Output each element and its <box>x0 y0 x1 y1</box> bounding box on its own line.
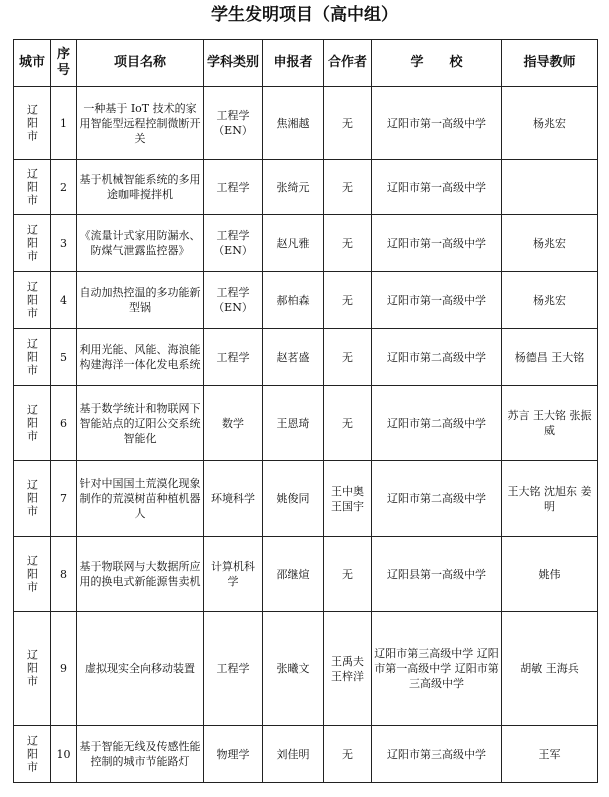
teacher-cell <box>502 160 598 215</box>
header-applicant: 申报者 <box>263 40 324 87</box>
table-row <box>14 461 598 537</box>
school-cell: 辽阳市第一高级中学 <box>372 87 502 160</box>
teacher-cell: 杨德昌 王大铭 <box>502 329 598 386</box>
school-cell: 辽阳市第一高级中学 <box>372 215 502 272</box>
applicant-cell: 赵茗盛 <box>263 329 324 386</box>
school-cell: 辽阳市第二高级中学 <box>372 329 502 386</box>
table-row <box>14 726 598 783</box>
project-cell: 《流量计式家用防漏水、防煤气泄露监控器》 <box>77 215 204 272</box>
seq-cell: 5 <box>51 329 77 386</box>
subject-cell: 数学 <box>204 386 263 461</box>
city-cell: 辽阳市 <box>14 726 51 783</box>
table-row <box>14 386 598 461</box>
project-cell: 基于机械智能系统的多用途咖啡搅拌机 <box>77 160 204 215</box>
project-cell: 自动加热控温的多功能新型锅 <box>77 272 204 329</box>
project-cell: 一种基于 IoT 技术的家用智能型远程控制微断开关 <box>77 87 204 160</box>
city-cell: 辽阳市 <box>14 160 51 215</box>
partner-cell: 无 <box>324 726 372 783</box>
seq-cell: 4 <box>51 272 77 329</box>
subject-cell: 工程学（EN） <box>204 272 263 329</box>
subject-cell: 工程学（EN） <box>204 87 263 160</box>
school-cell: 辽阳市第二高级中学 <box>372 461 502 537</box>
partner-cell: 无 <box>324 329 372 386</box>
applicant-cell: 张曦文 <box>263 612 324 726</box>
applicant-cell: 赵凡雅 <box>263 215 324 272</box>
header-city: 城市 <box>14 40 51 87</box>
table-row <box>14 87 598 160</box>
applicant-cell: 邵继煊 <box>263 537 324 612</box>
header-partner: 合作者 <box>324 40 372 87</box>
teacher-cell: 杨兆宏 <box>502 272 598 329</box>
teacher-cell: 姚伟 <box>502 537 598 612</box>
page-title: 学生发明项目（高中组） <box>211 5 398 25</box>
partner-cell: 王中奥 王国宇 <box>324 461 372 537</box>
header-teacher: 指导教师 <box>502 40 598 87</box>
subject-cell: 工程学（EN） <box>204 215 263 272</box>
partner-cell: 无 <box>324 87 372 160</box>
subject-cell: 工程学 <box>204 329 263 386</box>
city-cell: 辽阳市 <box>14 215 51 272</box>
table-row <box>14 215 598 272</box>
seq-cell: 3 <box>51 215 77 272</box>
school-cell: 辽阳市第一高级中学 <box>372 160 502 215</box>
city-cell: 辽阳市 <box>14 461 51 537</box>
city-cell: 辽阳市 <box>14 87 51 160</box>
city-cell: 辽阳市 <box>14 612 51 726</box>
partner-cell: 无 <box>324 537 372 612</box>
seq-cell: 2 <box>51 160 77 215</box>
header-school: 学 校 <box>372 40 502 87</box>
project-cell: 基于数学统计和物联网下智能站点的辽阳公交系统智能化 <box>77 386 204 461</box>
table-row <box>14 329 598 386</box>
partner-cell: 无 <box>324 386 372 461</box>
school-cell: 辽阳市第一高级中学 <box>372 272 502 329</box>
partner-cell: 无 <box>324 160 372 215</box>
table-row <box>14 272 598 329</box>
table-row <box>14 160 598 215</box>
subject-cell: 工程学 <box>204 160 263 215</box>
projects-table <box>13 39 598 783</box>
header-seq: 序号 <box>51 40 77 87</box>
table-row <box>14 537 598 612</box>
applicant-cell: 郝柏森 <box>263 272 324 329</box>
seq-cell: 6 <box>51 386 77 461</box>
seq-cell: 7 <box>51 461 77 537</box>
header-row <box>14 40 598 87</box>
teacher-cell: 胡敏 王海兵 <box>502 612 598 726</box>
applicant-cell: 焦湘越 <box>263 87 324 160</box>
applicant-cell: 姚俊同 <box>263 461 324 537</box>
subject-cell: 环境科学 <box>204 461 263 537</box>
applicant-cell: 张绮元 <box>263 160 324 215</box>
partner-cell: 王禹夫 王梓洋 <box>324 612 372 726</box>
city-cell: 辽阳市 <box>14 329 51 386</box>
school-cell: 辽阳市第三高级中学 辽阳市第一高级中学 辽阳市第三高级中学 <box>372 612 502 726</box>
table-row <box>14 612 598 726</box>
project-cell: 基于智能无线及传感性能控制的城市节能路灯 <box>77 726 204 783</box>
subject-cell: 工程学 <box>204 612 263 726</box>
partner-cell: 无 <box>324 215 372 272</box>
city-cell: 辽阳市 <box>14 537 51 612</box>
seq-cell: 10 <box>51 726 77 783</box>
city-cell: 辽阳市 <box>14 272 51 329</box>
project-cell: 针对中国国土荒漠化现象制作的荒漠树苗种植机器人 <box>77 461 204 537</box>
applicant-cell: 王恩琦 <box>263 386 324 461</box>
school-cell: 辽阳市第二高级中学 <box>372 386 502 461</box>
seq-cell: 8 <box>51 537 77 612</box>
project-cell: 基于物联网与大数据所应用的换电式新能源售卖机 <box>77 537 204 612</box>
teacher-cell: 杨兆宏 <box>502 215 598 272</box>
teacher-cell: 王大铭 沈旭东 姜明 <box>502 461 598 537</box>
teacher-cell: 苏言 王大铭 张振威 <box>502 386 598 461</box>
project-cell: 利用光能、风能、海浪能构建海洋一体化发电系统 <box>77 329 204 386</box>
subject-cell: 计算机科学 <box>204 537 263 612</box>
applicant-cell: 刘佳明 <box>263 726 324 783</box>
seq-cell: 9 <box>51 612 77 726</box>
header-project: 项目名称 <box>77 40 204 87</box>
seq-cell: 1 <box>51 87 77 160</box>
city-cell: 辽阳市 <box>14 386 51 461</box>
header-subject: 学科类别 <box>204 40 263 87</box>
subject-cell: 物理学 <box>204 726 263 783</box>
teacher-cell: 王军 <box>502 726 598 783</box>
partner-cell: 无 <box>324 272 372 329</box>
school-cell: 辽阳县第一高级中学 <box>372 537 502 612</box>
project-cell: 虚拟现实全向移动装置 <box>77 612 204 726</box>
teacher-cell: 杨兆宏 <box>502 87 598 160</box>
school-cell: 辽阳市第三高级中学 <box>372 726 502 783</box>
